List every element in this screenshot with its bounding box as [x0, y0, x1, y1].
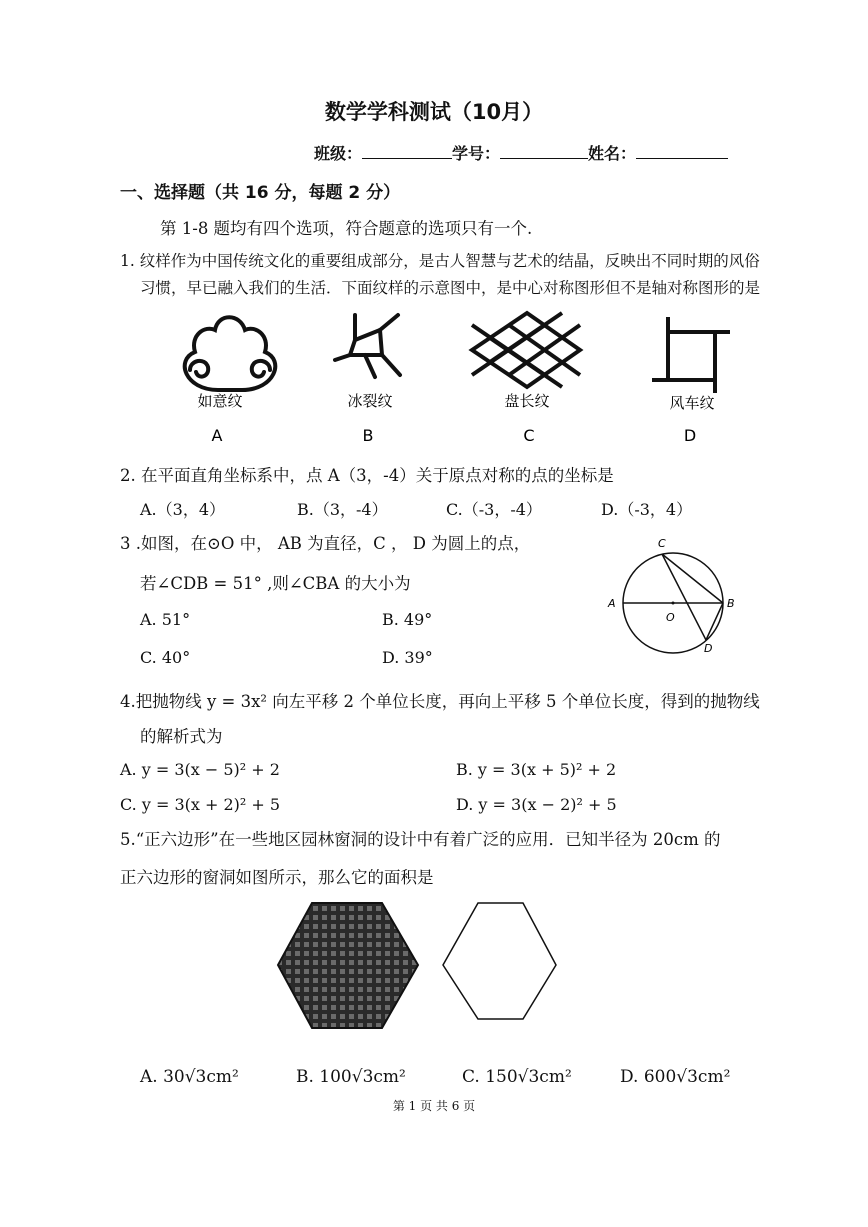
q3-circle-figure [600, 528, 750, 663]
ruyi-pattern [185, 317, 276, 390]
pattern-letter-d: D [683, 426, 697, 445]
section-instructions: 第 1-8 题均有四个选项，符合题意的选项只有一个. [160, 219, 533, 238]
endless-knot-pattern [472, 313, 580, 387]
q3-option-d[interactable]: D. 39° [382, 648, 433, 667]
q5-option-a[interactable]: A. 30√3cm² [140, 1067, 239, 1087]
class-field[interactable] [362, 144, 452, 159]
q3-stem-line2: 若∠CDB = 51° ,则∠CBA 的大小为 [140, 574, 411, 593]
page-number: 第 1 页 共 6 页 [392, 1099, 476, 1113]
q5-option-c[interactable]: C. 150√3cm² [462, 1067, 572, 1087]
q3-option-a[interactable]: A. 51° [140, 610, 191, 629]
q2-option-b[interactable]: B.（3，-4） [297, 500, 388, 519]
chord-cd [662, 554, 706, 640]
label-c: C [658, 537, 666, 550]
center-point [672, 602, 675, 605]
student-id-label: 学号： [452, 144, 501, 163]
chord-cb [662, 554, 723, 603]
q4-option-b[interactable]: B. y = 3(x + 5)² + 2 [456, 760, 617, 779]
q5-stem-line1: 5.“正六边形”在一些地区园林窗洞的设计中有着广泛的应用．已知半径为 20cm 的 [120, 830, 721, 849]
pattern-letter-a: A [211, 426, 223, 445]
label-o: O [666, 611, 675, 624]
q5-stem-line2: 正六边形的窗洞如图所示，那么它的面积是 [120, 868, 434, 887]
pattern-name-c: 盘长纹 [504, 392, 550, 410]
q5-option-b[interactable]: B. 100√3cm² [296, 1067, 406, 1087]
q3-option-c[interactable]: C. 40° [140, 648, 191, 667]
class-label: 班级： [314, 144, 363, 163]
q4-stem-line2: 的解析式为 [140, 727, 223, 746]
q3-stem-line1: 3 .如图，在⊙O 中， AB 为直径，C ， D 为圆上的点， [120, 534, 531, 553]
section-title: 一、选择题（共 16 分，每题 2 分） [120, 183, 401, 203]
q5-option-d[interactable]: D. 600√3cm² [620, 1067, 731, 1087]
q1-stem-line1: 1. 纹样作为中国传统文化的重要组成部分，是古人智慧与艺术的结晶，反映出不同时期的风俗 [120, 252, 760, 270]
q5-figures [275, 895, 575, 1040]
q2-stem: 2. 在平面直角坐标系中，点 A（3，-4）关于原点对称的点的坐标是 [120, 466, 614, 485]
pattern-name-a: 如意纹 [197, 392, 243, 410]
label-d: D [704, 642, 713, 655]
q1-stem-line2: 习惯，早已融入我们的生活．下面纹样的示意图中，是中心对称图形但不是轴对称图形的是 [140, 279, 761, 297]
student-info [314, 141, 728, 164]
q2-option-a[interactable]: A.（3，4） [140, 500, 226, 519]
pattern-letter-c: C [523, 426, 535, 445]
label-a: A [608, 597, 616, 610]
page-title: 数学学科测试（10月） [324, 100, 544, 124]
hexagon-diagram [443, 903, 556, 1019]
q4-option-c[interactable]: C. y = 3(x + 2)² + 5 [120, 795, 281, 814]
q4-option-a[interactable]: A. y = 3(x − 5)² + 2 [120, 760, 280, 779]
ice-crack-pattern [335, 315, 400, 377]
name-label: 姓名： [588, 144, 637, 163]
student-id-field[interactable] [500, 144, 588, 159]
pattern-name-b: 冰裂纹 [347, 392, 393, 410]
pattern-name-d: 风车纹 [669, 394, 715, 412]
pattern-letter-b: B [362, 426, 374, 445]
q2-option-c[interactable]: C.（-3，-4） [446, 500, 542, 519]
windmill-pattern [652, 317, 730, 393]
q2-option-d[interactable]: D.（-3，4） [601, 500, 693, 519]
label-b: B [727, 597, 735, 610]
q3-option-b[interactable]: B. 49° [382, 610, 433, 629]
chord-db [706, 603, 723, 640]
q4-option-d[interactable]: D. y = 3(x − 2)² + 5 [456, 795, 617, 814]
q1-figures [160, 305, 760, 455]
window-photo [278, 903, 418, 1028]
q4-stem-line1: 4.把抛物线 y = 3x² 向左平移 2 个单位长度，再向上平移 5 个单位长度，得到的抛物线 [120, 692, 760, 711]
name-field[interactable] [636, 144, 728, 159]
